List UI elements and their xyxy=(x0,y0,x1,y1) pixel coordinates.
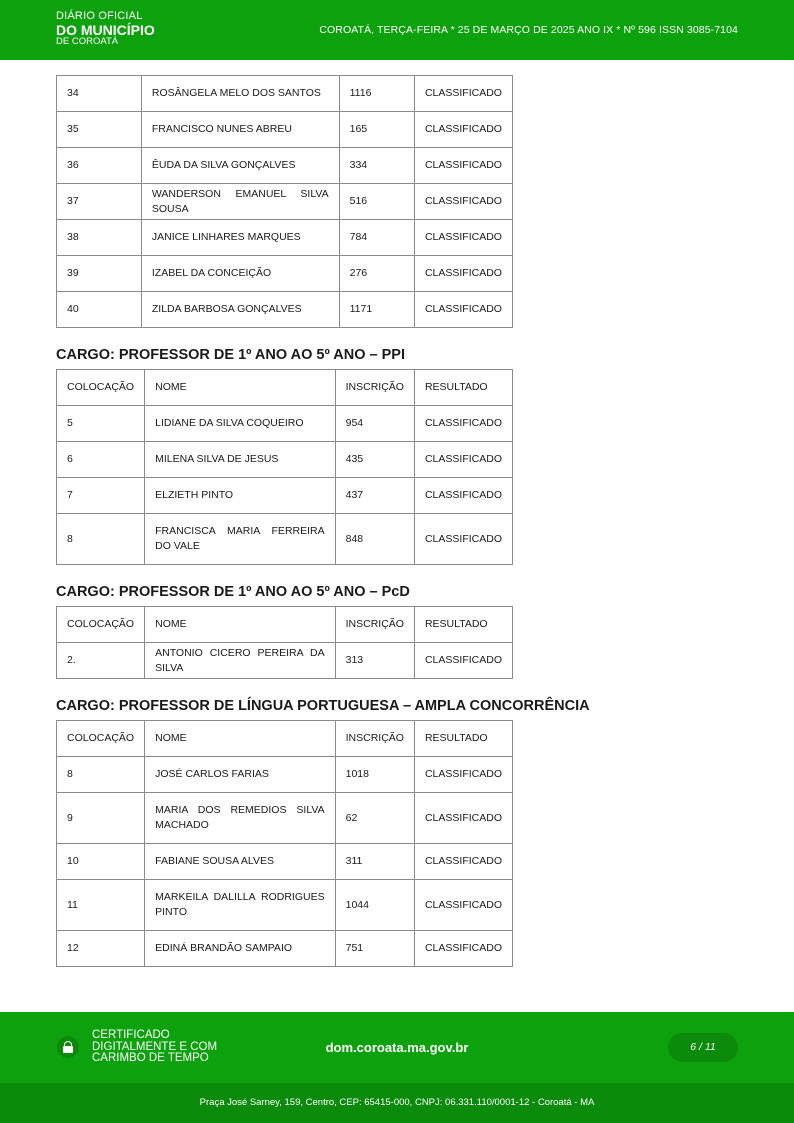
logo-line3: DE COROATÁ xyxy=(56,36,119,47)
table-body xyxy=(57,607,513,679)
registration-cell: 62 xyxy=(335,793,414,844)
table-row xyxy=(57,844,513,880)
column-header: COLOCAÇÃO xyxy=(57,721,145,757)
column-header: INSCRIÇÃO xyxy=(335,721,414,757)
result-cell: CLASSIFICADO xyxy=(414,442,512,478)
table-row xyxy=(57,442,513,478)
logo-line1: DIÁRIO OFICIAL xyxy=(56,10,143,22)
table-row xyxy=(57,643,513,679)
registration-cell: 784 xyxy=(339,220,414,256)
registration-cell: 516 xyxy=(339,184,414,220)
result-cell: CLASSIFICADO xyxy=(414,514,512,565)
document-body xyxy=(56,75,656,967)
result-cell: CLASSIFICADO xyxy=(414,844,512,880)
name-cell: IZABEL DA CONCEIÇÃO xyxy=(141,256,339,292)
registration-cell: 311 xyxy=(335,844,414,880)
table-row xyxy=(57,148,513,184)
table-row xyxy=(57,256,513,292)
result-cell: CLASSIFICADO xyxy=(414,292,512,328)
issue-info: COROATÁ, TERÇA-FEIRA * 25 DE MARÇO DE 2025 ANO IX * Nº 596 ISSN 3085-7104 xyxy=(319,24,738,36)
table-row xyxy=(57,757,513,793)
name-cell: JANICE LINHARES MARQUES xyxy=(141,220,339,256)
name-cell: JOSÉ CARLOS FARIAS xyxy=(145,757,336,793)
column-header: RESULTADO xyxy=(414,607,512,643)
name-cell: ÊUDA DA SILVA GONÇALVES xyxy=(141,148,339,184)
table-row xyxy=(57,76,513,112)
table-row xyxy=(57,478,513,514)
table-body xyxy=(57,76,513,328)
name-cell: MARKEILA DALILLA RODRIGUES PINTO xyxy=(145,880,336,931)
section-title-pcd: CARGO: PROFESSOR DE 1º ANO AO 5º ANO – PcD xyxy=(56,584,410,600)
registration-cell: 313 xyxy=(335,643,414,679)
registration-cell: 1044 xyxy=(335,880,414,931)
placement-cell: 6 xyxy=(57,442,145,478)
placement-cell: 38 xyxy=(57,220,142,256)
cert-line1: CERTIFICADO xyxy=(92,1029,170,1041)
column-header: NOME xyxy=(145,721,336,757)
cert-line2: DIGITALMENTE E COM xyxy=(92,1040,218,1053)
column-header: RESULTADO xyxy=(414,721,512,757)
page-number: 6 / 11 xyxy=(668,1033,738,1062)
column-header: COLOCAÇÃO xyxy=(57,370,145,406)
table-row xyxy=(57,184,513,220)
result-cell: CLASSIFICADO xyxy=(414,148,512,184)
placement-cell: 37 xyxy=(57,184,142,220)
results-table-portuguese xyxy=(56,720,513,967)
placement-cell: 2. xyxy=(57,643,145,679)
table-header-row xyxy=(57,607,513,643)
table-header-row xyxy=(57,721,513,757)
table-body xyxy=(57,370,513,565)
address-bar: Praça José Sarney, 159, Centro, CEP: 65415-000, CNPJ: 06.331.110/0001-12 - Coroatá - MA xyxy=(0,1083,794,1123)
result-cell: CLASSIFICADO xyxy=(414,406,512,442)
name-cell: EDINÁ BRANDÃO SAMPAIO xyxy=(145,931,336,967)
placement-cell: 11 xyxy=(57,880,145,931)
registration-cell: 1116 xyxy=(339,76,414,112)
table-header-row xyxy=(57,370,513,406)
registration-cell: 165 xyxy=(339,112,414,148)
name-cell: FRANCISCO NUNES ABREU xyxy=(141,112,339,148)
table-row xyxy=(57,514,513,565)
registration-cell: 435 xyxy=(335,442,414,478)
placement-cell: 34 xyxy=(57,76,142,112)
name-cell: WANDERSON EMANUEL SILVA SOUSA xyxy=(141,184,339,220)
placement-cell: 7 xyxy=(57,478,145,514)
placement-cell: 36 xyxy=(57,148,142,184)
result-cell: CLASSIFICADO xyxy=(414,184,512,220)
table-row xyxy=(57,112,513,148)
table-body xyxy=(57,721,513,967)
cert-line3: CARIMBO DE TEMPO xyxy=(92,1052,209,1064)
registration-cell: 954 xyxy=(335,406,414,442)
result-cell: CLASSIFICADO xyxy=(414,793,512,844)
result-cell: CLASSIFICADO xyxy=(414,931,512,967)
placement-cell: 8 xyxy=(57,757,145,793)
table-row xyxy=(57,793,513,844)
registration-cell: 1018 xyxy=(335,757,414,793)
name-cell: MILENA SILVA DE JESUS xyxy=(145,442,336,478)
name-cell: ANTONIO CICERO PEREIRA DA SILVA xyxy=(145,643,336,679)
result-cell: CLASSIFICADO xyxy=(414,76,512,112)
page-header xyxy=(0,0,794,60)
result-cell: CLASSIFICADO xyxy=(414,220,512,256)
table-row xyxy=(57,931,513,967)
result-cell: CLASSIFICADO xyxy=(414,478,512,514)
registration-cell: 276 xyxy=(339,256,414,292)
table-row xyxy=(57,292,513,328)
result-cell: CLASSIFICADO xyxy=(414,880,512,931)
result-cell: CLASSIFICADO xyxy=(414,643,512,679)
name-cell: FABIANE SOUSA ALVES xyxy=(145,844,336,880)
placement-cell: 8 xyxy=(57,514,145,565)
registration-cell: 848 xyxy=(335,514,414,565)
logo-line2: DO MUNICÍPIO xyxy=(56,22,155,38)
name-cell: ZILDA BARBOSA GONÇALVES xyxy=(141,292,339,328)
name-cell: MARIA DOS REMEDIOS SILVA MACHADO xyxy=(145,793,336,844)
column-header: INSCRIÇÃO xyxy=(335,607,414,643)
logo xyxy=(56,11,155,47)
column-header: COLOCAÇÃO xyxy=(57,607,145,643)
registration-cell: 751 xyxy=(335,931,414,967)
column-header: NOME xyxy=(145,370,336,406)
registration-cell: 1171 xyxy=(339,292,414,328)
name-cell: LIDIANE DA SILVA COQUEIRO xyxy=(145,406,336,442)
result-cell: CLASSIFICADO xyxy=(414,112,512,148)
column-header: NOME xyxy=(145,607,336,643)
table-row xyxy=(57,220,513,256)
table-row xyxy=(57,406,513,442)
placement-cell: 10 xyxy=(57,844,145,880)
site-link[interactable]: dom.coroata.ma.gov.br xyxy=(325,1040,469,1055)
name-cell: ROSÂNGELA MELO DOS SANTOS xyxy=(141,76,339,112)
placement-cell: 40 xyxy=(57,292,142,328)
placement-cell: 5 xyxy=(57,406,145,442)
results-table-continued xyxy=(56,75,513,328)
placement-cell: 39 xyxy=(57,256,142,292)
placement-cell: 35 xyxy=(57,112,142,148)
registration-cell: 334 xyxy=(339,148,414,184)
column-header: INSCRIÇÃO xyxy=(335,370,414,406)
page-footer xyxy=(0,1012,794,1083)
placement-cell: 12 xyxy=(57,931,145,967)
column-header: RESULTADO xyxy=(414,370,512,406)
table-row xyxy=(57,880,513,931)
placement-cell: 9 xyxy=(57,793,145,844)
registration-cell: 437 xyxy=(335,478,414,514)
name-cell: FRANCISCA MARIA FERREIRA DO VALE xyxy=(145,514,336,565)
results-table-pcd xyxy=(56,606,513,679)
section-title-portuguese: CARGO: PROFESSOR DE LÍNGUA PORTUGUESA – AMPLA CONCORRÊNCIA xyxy=(56,698,590,714)
result-cell: CLASSIFICADO xyxy=(414,256,512,292)
results-table-ppi xyxy=(56,369,513,565)
result-cell: CLASSIFICADO xyxy=(414,757,512,793)
name-cell: ELZIETH PINTO xyxy=(145,478,336,514)
section-title-ppi: CARGO: PROFESSOR DE 1º ANO AO 5º ANO – PPI xyxy=(56,347,405,363)
